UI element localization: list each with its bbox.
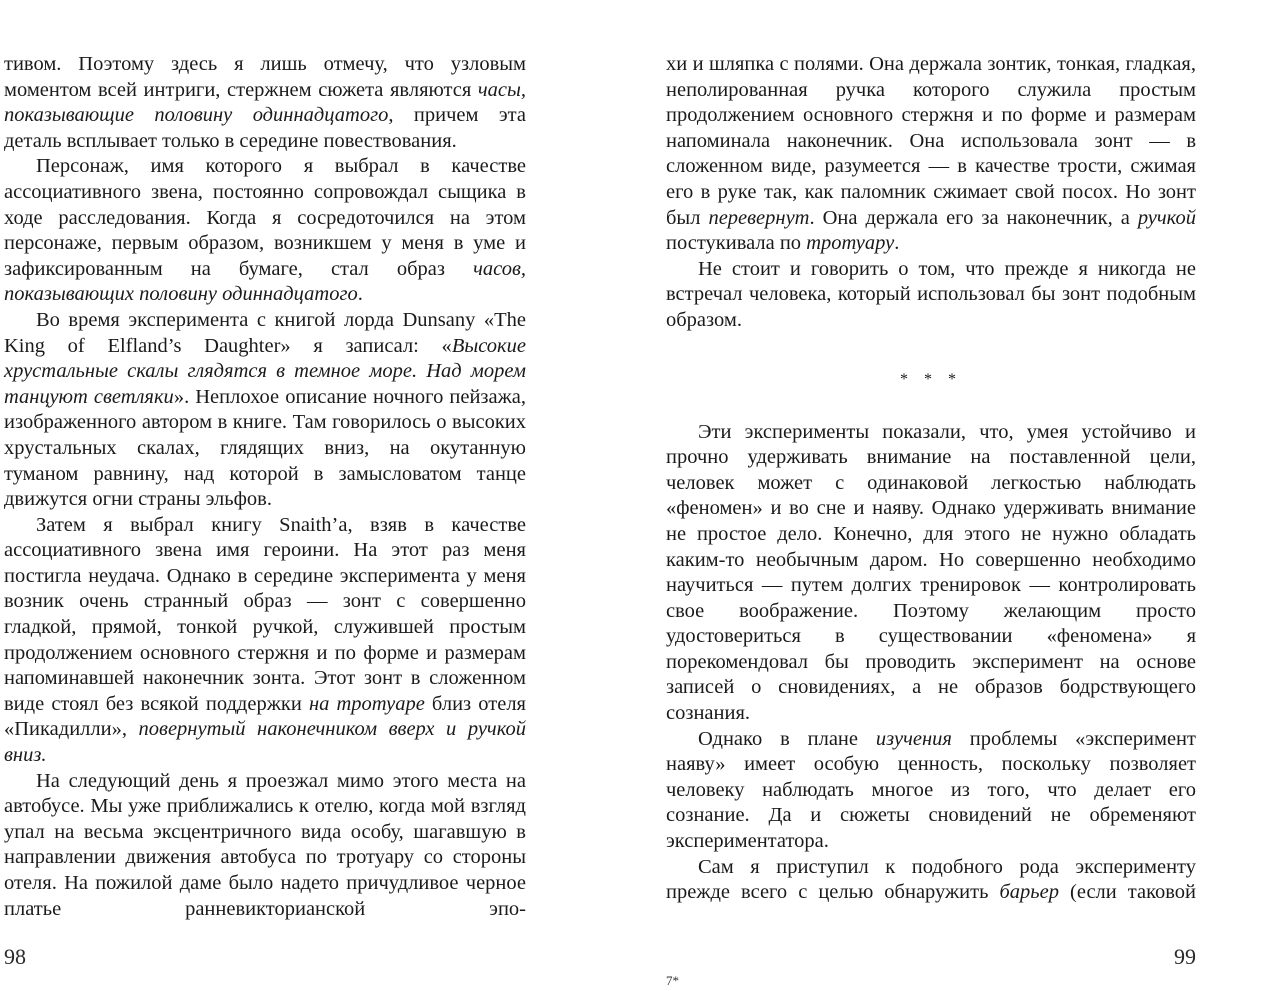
paragraph — [4, 769, 526, 923]
italic-text: перевернут — [708, 206, 810, 229]
section-separator: * * * — [900, 370, 962, 388]
text-segment: Сам я приступил к подобного рода эксперименту прежде всего с целью обнаружить — [666, 855, 1196, 904]
italic-text: часы, показывающие половину одиннадцатого — [4, 78, 526, 127]
signature-mark: 7* — [666, 973, 679, 988]
text-segment: близ отеля «Пикадилли», — [4, 692, 526, 741]
text-segment: Персонаж, имя которого я выбрал в качестве ассоциативного звена, постоянно сопровождал сыщика в ходе расследования. Когда я сосредоточился на этом персонаже, первым образом, возникшем у меня в уме и зафиксированным на бумаге, стал образ — [4, 155, 526, 280]
right-page-text-before — [666, 52, 1196, 334]
text-segment: . — [894, 232, 900, 255]
text-segment: , причем эта деталь всплывает только в середине повествования. — [4, 104, 526, 152]
paragraph — [4, 308, 526, 513]
left-page-number: 98 — [4, 944, 26, 969]
right-page-text-after — [666, 420, 1196, 906]
text-segment: (если таковой — [1058, 881, 1196, 904]
paragraph — [4, 513, 526, 769]
italic-text: повернутый наконечником вверх и ручкой вниз. — [4, 718, 527, 767]
italic-text: часов, показывающих половину одиннадцатого — [4, 257, 526, 306]
italic-text: Высокие хрустальные скалы глядятся в темное море. Над морем танцуют светляки — [4, 334, 526, 408]
paragraph — [666, 257, 1196, 334]
paragraph — [666, 420, 1196, 727]
right-page — [666, 52, 1196, 906]
text-segment: хи и шляпка с полями. Она держала зонтик, тонкая, гладкая, неполированная ручка которого служила простым продолжением основного стержня и по форме и размерам напоминала наконечник. Она использовала зонт — в сложенном виде, разумеется — в качестве трости, сжимая его в руке так, как паломник сжимает свой посох. Но зонт был — [666, 53, 1196, 229]
text-segment: тивом. Поэтому здесь я лишь отмечу, что узловым моментом всей интриги, стержнем сюжета являются — [4, 53, 526, 101]
left-page — [4, 52, 526, 922]
text-segment: Эти эксперименты показали, что, умея устойчиво и прочно удерживать внимание на поставленной цели, человек может с одинаковой легкостью наблюдать «феномен» и во сне и наяву. Однако удерживать внимание не простое дело. Конечно, для этого не нужно обладать каким-то необычным даром. Но совершенно необходимо научиться — путем долгих тренировок — контролировать свое воображение. Поэтому желающим просто удостовериться в существовании «феномена» я порекомендовал бы проводить эксперимент на основе записей о сновидениях, а не образов бодрствующего сознания. — [666, 420, 1196, 725]
text-segment: . Она держала его за наконечник, а — [809, 206, 1138, 229]
text-segment: ». Неплохое описание ночного пейзажа, изображенного автором в книге. Там говорилось о высоких хрустальных скалах, глядящих вниз, на окутанную туманом равнину, над которой в замысловатом танце движутся огни страны эльфов. — [4, 385, 526, 511]
paragraph — [666, 52, 1196, 257]
text-segment: Не стоит и говорить о том, что прежде я никогда не встречал человека, который использовал бы зонт подобным образом. — [666, 257, 1196, 331]
text-segment: постукивала по — [666, 232, 807, 255]
italic-text: на тротуаре — [308, 692, 425, 715]
right-page-number: 99 — [1174, 944, 1196, 969]
text-segment: . — [357, 283, 363, 306]
paragraph — [666, 727, 1196, 855]
italic-text: ручкой — [1137, 206, 1196, 229]
text-segment: Однако в плане — [698, 727, 876, 750]
text-segment: проблемы «эксперимент наяву» имеет особую ценность, поскольку позволяет человеку наблюдать многое из того, что делает его сознание. Да и сюжеты сновидений не обременяют экспериментатора. — [666, 727, 1196, 853]
paragraph — [666, 855, 1196, 906]
italic-text: барьер — [999, 881, 1059, 904]
paragraph — [4, 154, 526, 308]
text-segment: Затем я выбрал книгу Snaith’a, взяв в качестве ассоциативного звена имя героини. На этот раз меня постигла неудача. Однако в середине эксперимента у меня возник очень странный образ — зонт с совершенно гладкой, прямой, тонкой ручкой, служившей простым продолжением основного стержня и по форме и размерам напоминавшей наконечник зонта. Этот зонт в сложенном виде стоял без всякой поддержки — [4, 513, 526, 715]
text-segment: Во время эксперимента с книгой лорда Dunsany «The King of Elfland’s Daughter» я записал: « — [4, 308, 526, 357]
italic-text: изучения — [875, 727, 952, 750]
paragraph — [4, 52, 526, 154]
italic-text: тротуару — [806, 232, 895, 255]
text-segment: На следующий день я проезжал мимо этого места на автобусе. Мы уже приближались к отелю, когда мой взгляд упал на весьма эксцентричного вида особу, шагавшую в направлении движения автобуса по тротуару со стороны отеля. На пожилой даме было надето причудливое черное платье ранневикторианской эпо- — [4, 769, 526, 920]
